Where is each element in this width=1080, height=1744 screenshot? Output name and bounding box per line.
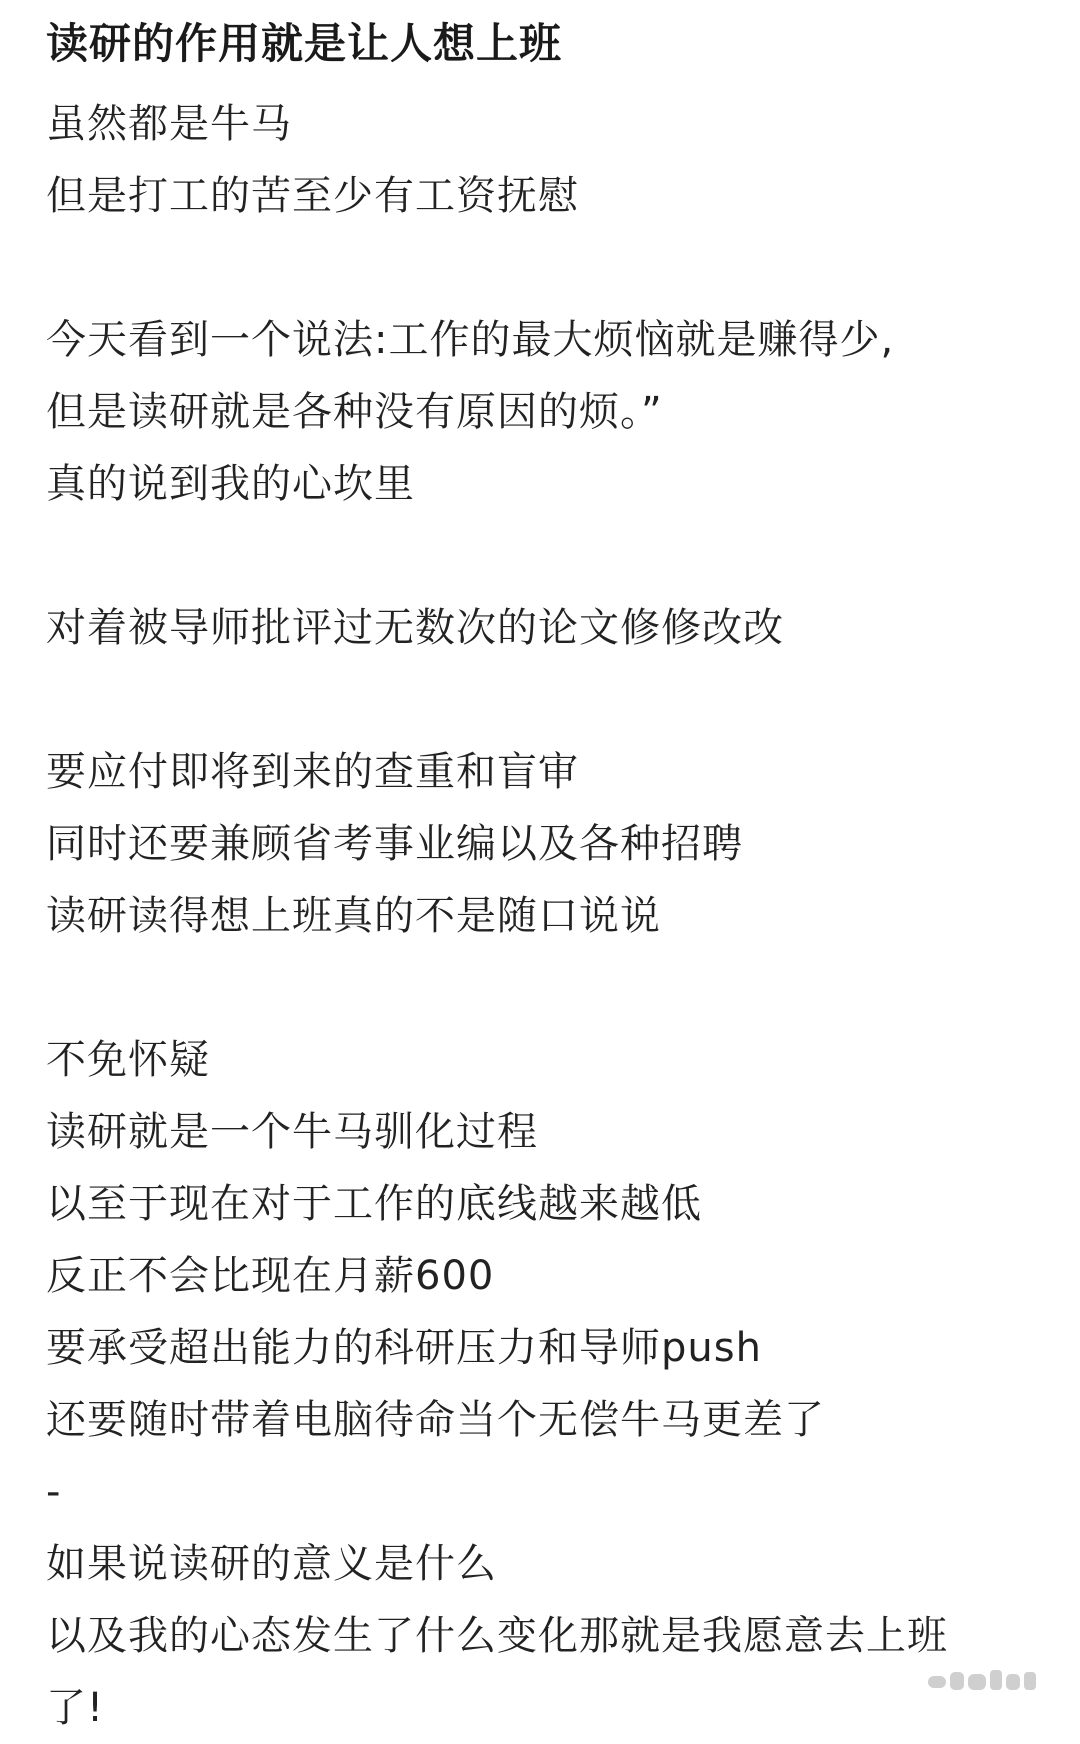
post-line: 要承受超出能力的科研压力和导师push	[46, 1325, 762, 1371]
post-line	[46, 664, 1046, 736]
post-line	[46, 520, 1046, 592]
post-line: 反正不会比现在月薪600	[46, 1253, 495, 1299]
post-line: 同时还要兼顾省考事业编以及各种招聘	[46, 821, 743, 867]
post-line: 以至于现在对于工作的底线越来越低	[46, 1181, 702, 1227]
post-line: 要应付即将到来的查重和盲审	[46, 749, 579, 795]
post-content	[46, 12, 1046, 1744]
post-line: 不免怀疑	[46, 1037, 210, 1083]
post-line: 但是打工的苦至少有工资抚慰	[46, 173, 579, 219]
post-line: 对着被导师批评过无数次的论文修修改改	[46, 605, 784, 651]
post-title: 读研的作用就是让人想上班	[46, 19, 563, 68]
weibo-watermark-icon	[928, 1666, 1038, 1696]
post-line: 以及我的心态发生了什么变化那就是我愿意去上班	[46, 1613, 948, 1659]
post-line	[46, 232, 1046, 304]
post-line: 但是读研就是各种没有原因的烦。”	[46, 389, 663, 435]
post-line: 虽然都是牛马	[46, 101, 292, 147]
post-line: 真的说到我的心坎里	[46, 461, 415, 507]
post-line	[46, 952, 1046, 1024]
post-line: 如果说读研的意义是什么	[46, 1541, 497, 1587]
post-line: 今天看到一个说法:工作的最大烦恼就是赚得少,	[46, 317, 895, 363]
post-line: -	[46, 1469, 62, 1515]
post-line: 了!	[46, 1685, 105, 1731]
post-line: 读研就是一个牛马驯化过程	[46, 1109, 538, 1155]
post-line: 还要随时带着电脑待命当个无偿牛马更差了	[46, 1397, 825, 1443]
post-line: 读研读得想上班真的不是随口说说	[46, 893, 661, 939]
